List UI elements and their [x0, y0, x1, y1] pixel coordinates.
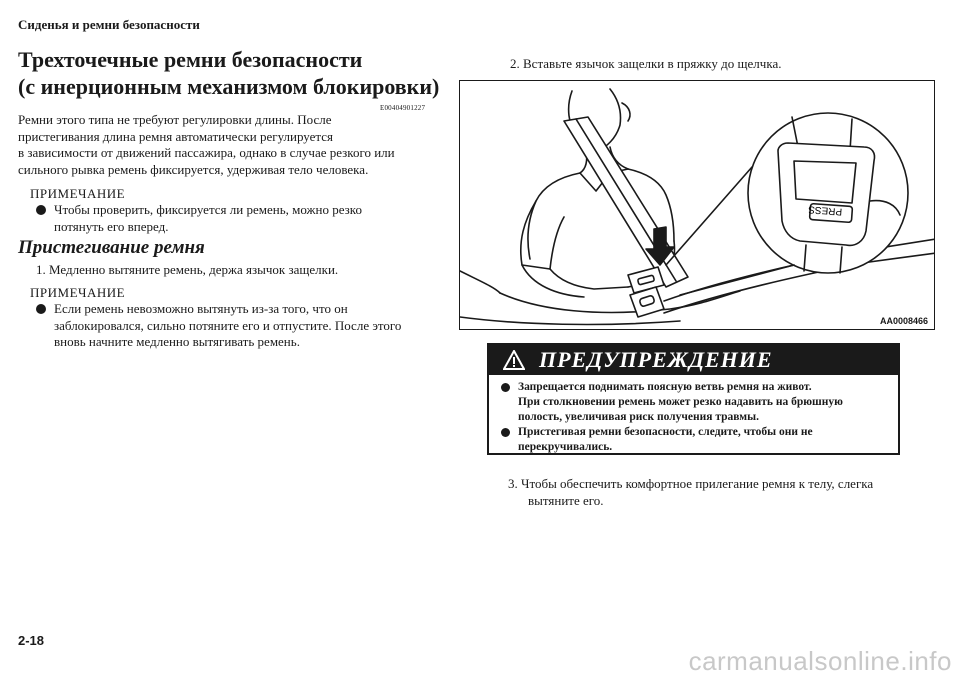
warning-line: перекручивались. — [518, 441, 613, 453]
note-line: Если ремень невозможно вытянуть из-за того, что он — [54, 301, 348, 316]
intro-line: сильного рывка ремень фиксируется, удерживая тело человека. — [18, 161, 369, 177]
intro-line: Ремни этого типа не требуют регулировки длины. После — [18, 112, 332, 127]
title-line-2: (с инерционным механизмом блокировки) — [18, 74, 440, 99]
step-3 — [508, 476, 873, 509]
warning-item — [501, 380, 890, 425]
step-1: 1. Медленно вытяните ремень, держа язычок защелки. — [36, 262, 339, 277]
section-title — [18, 46, 458, 100]
note-line: вновь начните медленно вытягивать ремень. — [54, 334, 300, 349]
step-2: 2. Вставьте язычок защелки в пряжку до щелчка. — [510, 56, 782, 71]
intro-paragraph — [18, 112, 448, 178]
bullet-dot-icon — [501, 383, 510, 392]
note-bullet — [36, 202, 362, 235]
seatbelt-illustration — [459, 80, 935, 330]
bullet-dot-icon — [501, 428, 510, 437]
intro-line: в зависимости от движений пассажира, однако в случае резкого или — [18, 145, 395, 160]
warning-line: Запрещается поднимать поясную ветвь ремня на живот. — [518, 381, 812, 393]
page-header: Сиденья и ремни безопасности — [18, 17, 200, 32]
subsection-heading: Пристегивание ремня — [18, 237, 205, 258]
note-bullet — [36, 301, 401, 351]
note-label: ПРИМЕЧАНИЕ — [30, 285, 126, 300]
warning-item — [501, 425, 890, 455]
bullet-dot-icon — [36, 205, 46, 215]
press-button-label: PRESS — [807, 203, 843, 217]
warning-body — [489, 375, 898, 455]
warning-header — [489, 345, 898, 375]
warning-line: полость, увеличивая риск получения травмы. — [518, 411, 759, 423]
note-line: Чтобы проверить, фиксируется ли ремень, можно резко — [54, 202, 362, 217]
title-line-1: Трехточечные ремни безопасности — [18, 47, 363, 72]
warning-line: Пристегивая ремни безопасности, следите, чтобы они не — [518, 426, 813, 438]
intro-line: пристегивания длина ремня автоматически регулируется — [18, 128, 333, 144]
bullet-dot-icon — [36, 304, 46, 314]
document-code: E00404901227 — [380, 104, 426, 112]
warning-box — [487, 343, 900, 455]
watermark: carmanualsonline.info — [688, 646, 952, 676]
warning-triangle-icon — [503, 350, 525, 370]
note-line: потянуть его вперед. — [54, 218, 169, 234]
figure-code: AA0008466 — [879, 316, 928, 326]
note-line: заблокировался, сильно потяните его и отпустите. После этого — [54, 317, 402, 333]
page-number: 2-18 — [18, 633, 45, 648]
seatbelt-drawing — [460, 81, 935, 330]
step-3-line: вытяните его. — [528, 492, 604, 508]
note-label: ПРИМЕЧАНИЕ — [30, 186, 126, 201]
step-3-line: 3. Чтобы обеспечить комфортное прилегание ремня к телу, слегка — [508, 476, 874, 491]
warning-title: ПРЕДУПРЕЖДЕНИЕ — [539, 347, 773, 372]
warning-line: При столкновении ремень может резко надавить на брюшную — [518, 396, 843, 408]
